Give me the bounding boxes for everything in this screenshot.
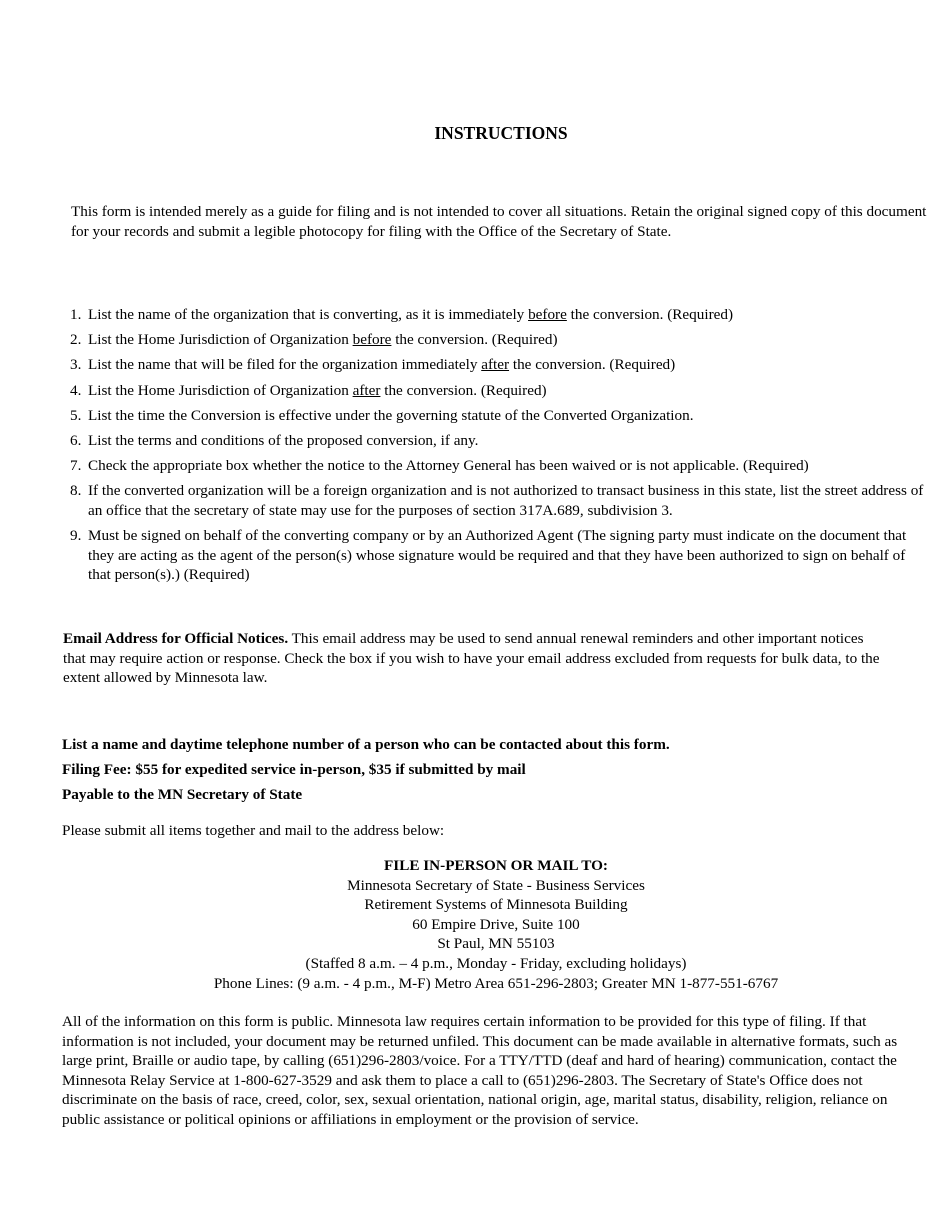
public-information-notice: All of the information on this form is public. Minnesota law requires certain information to be provided for this type of filing. If that information is not included, your document may be returned unfiled. This document can be made available in alternative formats, such as large print, Braille or audio tape, by calling (651)296-2803/voice. For a TTY/TTD (deaf and hard of hearing) communication, contact the Minnesota Relay Service at 1-800-627-3529 and ask them to place a call to (651)296-2803. The Secretary of State's Office does not discriminate on the basis of race, creed, color, sex, sexual orientation, national origin, age, marital status, disability, religion, reliance on public assistance or political opinions or affiliations in employment or the provision of service. [62,1013,898,1128]
page-title: INSTRUCTIONS [434,123,568,143]
mail-heading: FILE IN-PERSON OR MAIL TO: [384,857,608,874]
list-item [70,406,930,426]
item-number: 5. [70,406,82,424]
email-notice-paragraph [63,629,883,688]
item-text: List the Home Jurisdiction of Organization [88,331,353,349]
list-item [70,431,930,451]
instructions-list [70,305,930,590]
item-text: Check the appropriate box whether the notice to the Attorney General has been waived or is not applicable. (Required) [88,457,809,475]
item-text: the conversion. (Required) [509,356,676,374]
item-text: the conversion. (Required) [566,306,734,323]
item-text: List the name that will be filed for the organization immediately [88,356,482,374]
item-number: 3. [70,356,82,374]
item-text: the conversion. (Required) [380,381,547,399]
item-emphasis: after [352,381,381,399]
list-item [70,526,930,585]
item-number: 8. [70,482,82,500]
mail-street: 60 Empire Drive, Suite 100 [412,915,580,933]
item-text: Must be signed on behalf of the converting company or by an Authorized Agent (The signing party must indicate on the document that they are acting as the agent of the person(s) whose signature would be required and that they have been authorized to sign on behalf of that person(s).) (Required) [88,527,907,584]
item-text: the conversion. (Required) [391,331,558,349]
mail-city: St Paul, MN 55103 [437,935,555,953]
item-number: 9. [70,527,82,545]
list-item [70,456,930,476]
filing-fee: Filing Fee: $55 for expedited service in-person, $35 if submitted by mail [62,761,526,778]
submit-instruction: Please submit all items together and mail to the address below: [62,822,445,839]
list-item [70,381,930,401]
list-item [70,481,930,520]
office-hours: (Staffed 8 a.m. – 4 p.m., Monday - Friday, excluding holidays) [305,954,687,972]
item-text: List the time the Conversion is effective under the governing statute of the Converted Organization. [88,406,694,424]
phone-lines: Phone Lines: (9 a.m. - 4 p.m., M-F) Metro Area 651-296-2803; Greater MN 1-877-551-6767 [213,974,779,992]
item-emphasis: before [352,331,392,349]
payable-to: Payable to the MN Secretary of State [62,786,303,803]
intro-paragraph: This form is intended merely as a guide for filing and is not intended to cover all situations. Retain the original signed copy of this document for your records and submit a legible photocopy for filing with the Office of the Secretary of State. [71,203,927,240]
item-text: List the name of the organization that is converting, as it is immediately [88,306,529,323]
item-text: If the converted organization will be a foreign organization and is not authorized to transact business in this state, list the street address of an office that the secretary of state may use for the purposes of section 317A.689, subdivision 3. [88,482,924,519]
item-number: 6. [70,431,82,449]
item-number: 7. [70,457,82,475]
mailing-address-block [140,856,852,993]
mail-organization: Minnesota Secretary of State - Business Services [347,876,645,894]
item-number: 2. [70,331,82,349]
item-number: 4. [70,381,82,399]
email-notice-text: This email address may be used to send annual renewal reminders and other important notices that may require action or response. Check the box if you wish to have your email address excluded from requests for bulk data, to the extent allowed by Minnesota law. [63,630,880,687]
item-number: 1. [70,306,82,323]
email-notice-label: Email Address for Official Notices. [63,630,289,647]
contact-instruction: List a name and daytime telephone number of a person who can be contacted about this form. [62,736,670,753]
mail-building: Retirement Systems of Minnesota Building [364,896,628,914]
item-emphasis: before [528,306,567,323]
item-text: List the terms and conditions of the proposed conversion, if any. [88,431,479,449]
item-emphasis: after [481,356,510,374]
list-item [70,330,930,350]
list-item [70,305,930,325]
list-item [70,355,930,375]
item-text: List the Home Jurisdiction of Organization [88,381,353,399]
